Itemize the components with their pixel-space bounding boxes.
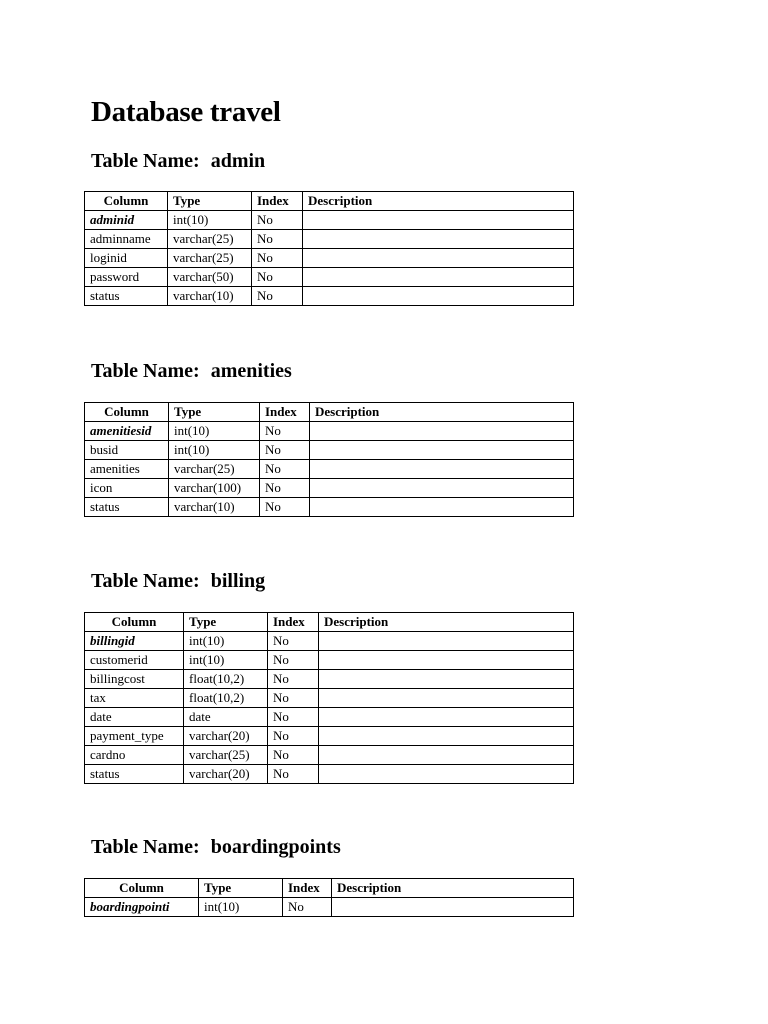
- table-name-label: Table Name:: [91, 150, 200, 172]
- index-cell: No: [268, 727, 319, 746]
- type-header: Type: [168, 192, 252, 211]
- type-cell: int(10): [184, 632, 268, 651]
- description-cell: [319, 651, 574, 670]
- index-header: Index: [260, 403, 310, 422]
- header-row: [85, 613, 574, 632]
- type-cell: int(10): [169, 422, 260, 441]
- index-header: Index: [283, 879, 332, 898]
- type-header: Type: [169, 403, 260, 422]
- column-header: Column: [85, 403, 169, 422]
- type-cell: varchar(20): [184, 765, 268, 784]
- index-cell: No: [260, 498, 310, 517]
- column-cell: amenities: [85, 460, 169, 479]
- type-cell: float(10,2): [184, 670, 268, 689]
- description-cell: [310, 422, 574, 441]
- column-cell: cardno: [85, 746, 184, 765]
- column-cell: password: [85, 268, 168, 287]
- table-row: [85, 230, 574, 249]
- index-cell: No: [260, 441, 310, 460]
- type-header: Type: [184, 613, 268, 632]
- type-cell: int(10): [199, 898, 283, 917]
- table-billing: [84, 612, 574, 784]
- description-cell: [319, 765, 574, 784]
- index-cell: No: [268, 708, 319, 727]
- column-cell: billingcost: [85, 670, 184, 689]
- index-cell: No: [252, 268, 303, 287]
- table-boardingpoints: [84, 878, 574, 917]
- description-cell: [303, 211, 574, 230]
- index-header: Index: [252, 192, 303, 211]
- column-cell: loginid: [85, 249, 168, 268]
- description-cell: [319, 708, 574, 727]
- column-cell: status: [85, 498, 169, 517]
- table-row: [85, 651, 574, 670]
- index-cell: No: [283, 898, 332, 917]
- description-cell: [310, 441, 574, 460]
- table-name: boardingpoints: [210, 836, 341, 858]
- index-cell: No: [252, 211, 303, 230]
- index-cell: No: [252, 287, 303, 306]
- description-header: Description: [332, 879, 574, 898]
- description-cell: [310, 479, 574, 498]
- column-cell: adminid: [85, 211, 168, 230]
- description-cell: [303, 287, 574, 306]
- table-name: amenities: [210, 360, 292, 382]
- table-row: [85, 670, 574, 689]
- index-cell: No: [268, 765, 319, 784]
- column-cell: adminname: [85, 230, 168, 249]
- table-name-label: Table Name:: [91, 360, 200, 382]
- index-cell: No: [260, 422, 310, 441]
- description-cell: [303, 230, 574, 249]
- type-cell: varchar(50): [168, 268, 252, 287]
- type-cell: varchar(10): [168, 287, 252, 306]
- type-cell: varchar(20): [184, 727, 268, 746]
- table-row: [85, 211, 574, 230]
- table-name: billing: [210, 570, 266, 592]
- description-cell: [319, 746, 574, 765]
- column-cell: boardingpointi: [85, 898, 199, 917]
- column-cell: icon: [85, 479, 169, 498]
- type-cell: varchar(25): [168, 249, 252, 268]
- index-cell: No: [268, 689, 319, 708]
- table-amenities: [84, 402, 574, 517]
- column-cell: date: [85, 708, 184, 727]
- table-row: [85, 898, 574, 917]
- column-cell: payment_type: [85, 727, 184, 746]
- table-row: [85, 708, 574, 727]
- header-row: [85, 879, 574, 898]
- type-cell: varchar(25): [169, 460, 260, 479]
- table-heading-billing: [91, 569, 265, 593]
- description-cell: [319, 727, 574, 746]
- column-cell: amenitiesid: [85, 422, 169, 441]
- description-cell: [319, 689, 574, 708]
- column-header: Column: [85, 879, 199, 898]
- table-row: [85, 498, 574, 517]
- index-header: Index: [268, 613, 319, 632]
- description-cell: [303, 249, 574, 268]
- table-row: [85, 727, 574, 746]
- description-cell: [310, 498, 574, 517]
- index-cell: No: [268, 670, 319, 689]
- table-heading-admin: [91, 149, 265, 173]
- description-cell: [319, 670, 574, 689]
- table-name-label: Table Name:: [91, 836, 200, 858]
- description-header: Description: [310, 403, 574, 422]
- table-row: [85, 689, 574, 708]
- column-cell: customerid: [85, 651, 184, 670]
- description-cell: [303, 268, 574, 287]
- type-cell: varchar(25): [184, 746, 268, 765]
- type-cell: int(10): [169, 441, 260, 460]
- description-header: Description: [319, 613, 574, 632]
- type-header: Type: [199, 879, 283, 898]
- table-row: [85, 632, 574, 651]
- type-cell: date: [184, 708, 268, 727]
- type-cell: int(10): [168, 211, 252, 230]
- index-cell: No: [268, 632, 319, 651]
- column-header: Column: [85, 192, 168, 211]
- column-cell: billingid: [85, 632, 184, 651]
- table-heading-boardingpoints: [91, 835, 341, 859]
- type-cell: varchar(100): [169, 479, 260, 498]
- description-cell: [319, 632, 574, 651]
- table-admin: [84, 191, 574, 306]
- type-cell: varchar(10): [169, 498, 260, 517]
- document-title: Database travel: [91, 96, 281, 128]
- column-cell: status: [85, 287, 168, 306]
- description-cell: [310, 460, 574, 479]
- index-cell: No: [252, 249, 303, 268]
- table-row: [85, 422, 574, 441]
- table-heading-amenities: [91, 359, 292, 383]
- table-row: [85, 765, 574, 784]
- column-cell: status: [85, 765, 184, 784]
- table-row: [85, 268, 574, 287]
- description-header: Description: [303, 192, 574, 211]
- type-cell: int(10): [184, 651, 268, 670]
- table-row: [85, 249, 574, 268]
- table-row: [85, 479, 574, 498]
- header-row: [85, 192, 574, 211]
- index-cell: No: [268, 746, 319, 765]
- table-row: [85, 460, 574, 479]
- index-cell: No: [252, 230, 303, 249]
- column-cell: busid: [85, 441, 169, 460]
- table-name-label: Table Name:: [91, 570, 200, 592]
- type-cell: float(10,2): [184, 689, 268, 708]
- description-cell: [332, 898, 574, 917]
- table-row: [85, 746, 574, 765]
- header-row: [85, 403, 574, 422]
- table-name: admin: [210, 150, 266, 172]
- table-row: [85, 287, 574, 306]
- column-cell: tax: [85, 689, 184, 708]
- column-header: Column: [85, 613, 184, 632]
- index-cell: No: [268, 651, 319, 670]
- index-cell: No: [260, 479, 310, 498]
- index-cell: No: [260, 460, 310, 479]
- table-row: [85, 441, 574, 460]
- type-cell: varchar(25): [168, 230, 252, 249]
